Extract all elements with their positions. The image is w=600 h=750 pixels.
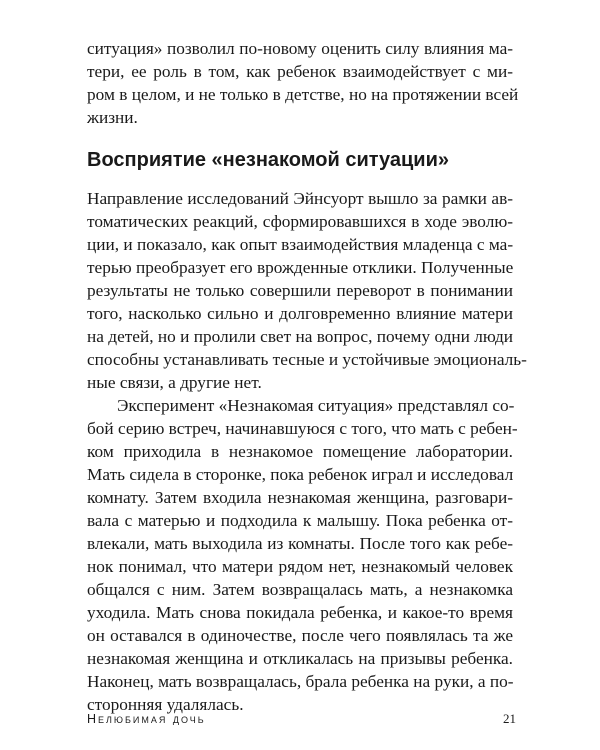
paragraph-line: на детей, но и пролили свет на вопрос, почему одни люди [87, 327, 513, 346]
intro-line: ситуация» позволил по-новому оценить силу влияния ма- [87, 39, 513, 58]
paragraph-line: он оставался в одиночестве, после чего появлялась та же [87, 626, 513, 645]
paragraph-line: терью преобразует его врожденные отклики. Полученные [87, 258, 514, 277]
paragraph-line: общался с ним. Затем возвращалась мать, а незнакомка [87, 580, 513, 599]
page-number: 21 [503, 711, 516, 726]
paragraph-line: способны устанавливать тесные и устойчивые эмоциональ- [87, 350, 527, 369]
paragraph-line: Мать сидела в сторонке, пока ребенок играл и исследовал [87, 465, 514, 484]
paragraph-line: нок понимал, что матери рядом нет, незнакомый человек [87, 557, 513, 576]
intro-line: тери, ее роль в том, как ребенок взаимодействует с ми- [87, 62, 513, 81]
paragraph-line: Эксперимент «Незнакомая ситуация» представлял со- [117, 396, 515, 415]
paragraph-line: сторонняя удалялась. [87, 695, 244, 714]
paragraph-line: вала с матерью и подходила к малышу. Пока ребенка от- [87, 511, 513, 530]
paragraph-line: томатических реакций, сформировавшихся в ходе эволю- [87, 212, 513, 231]
paragraph-line: ции, и показало, как опыт взаимодействия младенца с ма- [87, 235, 514, 254]
section-heading: Восприятие «незнакомой ситуации» [87, 149, 450, 171]
paragraph-line: ком приходила в незнакомое помещение лаборатории. [87, 442, 513, 461]
running-footer-title: Нелюбимая дочь [87, 712, 206, 726]
intro-line: жизни. [87, 108, 138, 127]
paragraph-line: результаты не только совершили переворот в понимании [87, 281, 513, 300]
paragraph-line: того, насколько сильно и долговременно влияние матери [87, 304, 513, 323]
paragraph-line: Наконец, мать возвращалась, брала ребенка на руки, а по- [87, 672, 514, 691]
paragraph-line: уходила. Мать снова покидала ребенка, и какое-то время [87, 603, 513, 622]
paragraph-line: ные связи, а другие нет. [87, 373, 262, 392]
paragraph-line: бой серию встреч, начинавшуюся с того, что мать с ребен- [87, 419, 518, 438]
paragraph-line: незнакомая женщина и откликалась на призывы ребенка. [87, 649, 513, 668]
paragraph-line: комнату. Затем входила незнакомая женщина, разговари- [87, 488, 513, 507]
paragraph-line: Направление исследований Эйнсуорт вышло за рамки ав- [87, 189, 513, 208]
paragraph-line: влекали, мать выходила из комнаты. После того как ребе- [87, 534, 513, 553]
intro-line: ром в целом, и не только в детстве, но на протяжении всей [87, 85, 519, 104]
